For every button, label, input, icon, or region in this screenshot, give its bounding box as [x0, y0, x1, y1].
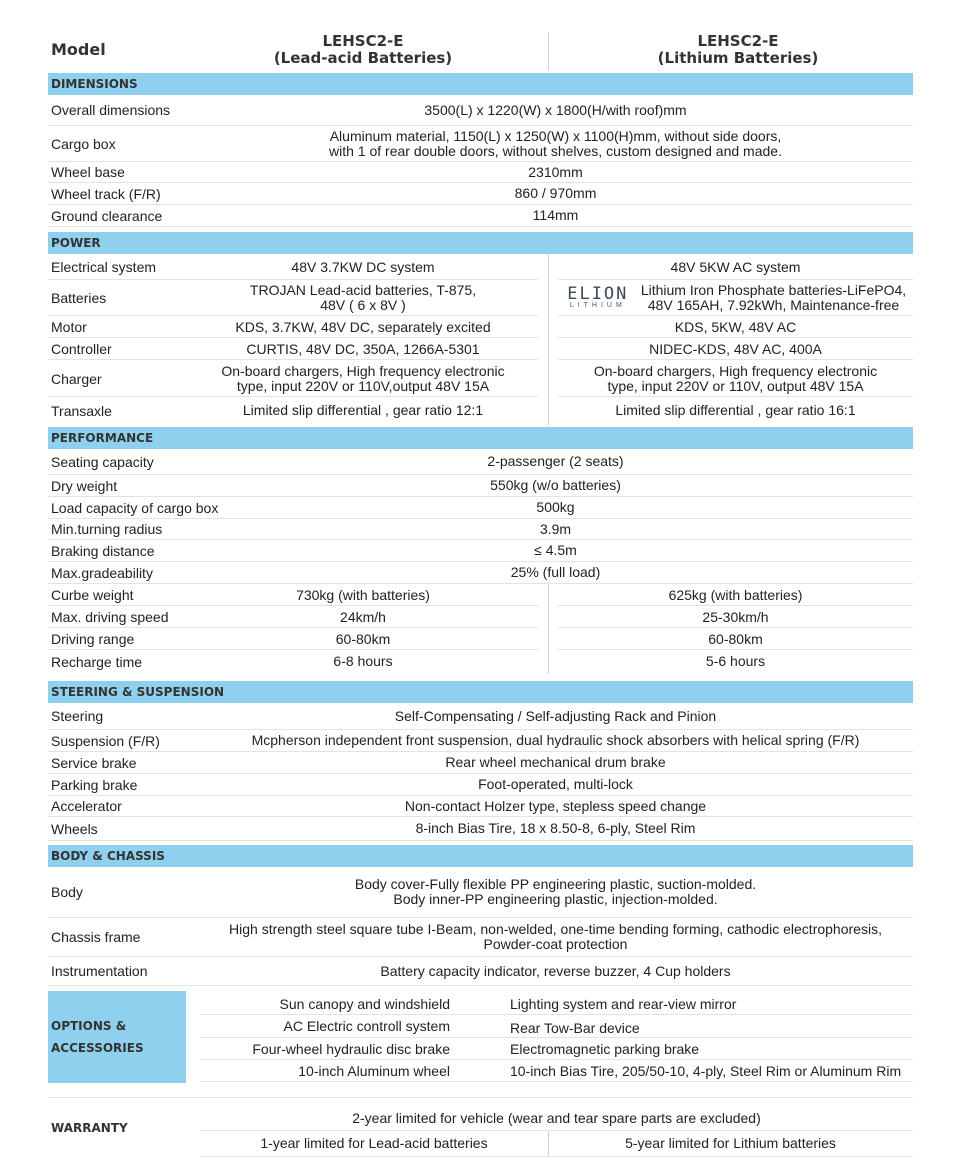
warranty-batteries — [200, 1131, 913, 1157]
spec-label: Ground clearance — [51, 207, 163, 224]
spec-label: Dry weight — [51, 477, 118, 494]
spec-label: Wheel base — [51, 164, 125, 180]
option-item: Electromagnetic parking brake — [510, 1041, 700, 1057]
spec-value-line: type, input 220V or 110V,output 48V 15A — [236, 377, 490, 394]
spec-row-steering — [48, 703, 913, 730]
spec-value: Mcpherson independent front suspension, dual hydraulic shock absorbers with helical spring (F/R) — [251, 732, 860, 748]
spec-value: 860 / 970mm — [514, 185, 597, 201]
options-title-line: OPTIONS & — [51, 1019, 127, 1033]
spec-value: Foot-operated, multi-lock — [478, 776, 633, 792]
spec-label: Cargo box — [51, 135, 116, 152]
spec-value-lithium: 5-6 hours — [705, 653, 766, 669]
spec-row-chassis-frame — [48, 918, 913, 957]
spec-row-seating-capacity — [48, 449, 913, 475]
spec-label: Instrumentation — [51, 963, 148, 979]
spec-value: 3500(L) x 1220(W) x 1800(H/with roof)mm — [424, 101, 687, 118]
option-item: 10-inch Aluminum wheel — [298, 1063, 450, 1079]
spec-row-wheel-track — [48, 183, 913, 205]
spec-value-line: On-board chargers, High frequency electronic — [593, 362, 878, 379]
spec-value-line: Body cover-Fully flexible PP engineering plastic, suction-molded. — [354, 876, 757, 892]
elion-battery-info — [565, 283, 906, 313]
spec-value-lithium: 60-80km — [708, 630, 763, 647]
spec-value-lithium: Limited slip differential , gear ratio 16:1 — [615, 402, 856, 418]
option-item: AC Electric controll system — [283, 1018, 450, 1034]
spec-value: 550kg (w/o batteries) — [490, 477, 621, 493]
option-item: Rear Tow-Bar device — [510, 1020, 640, 1036]
spec-row-body — [48, 867, 913, 918]
spec-value: 25% (full load) — [510, 564, 601, 580]
spec-value: 114mm — [532, 207, 579, 223]
column-divider — [548, 628, 549, 651]
spec-label: Steering — [51, 708, 104, 724]
spec-value-line: 48V ( 6 x 8V ) — [320, 297, 406, 313]
spec-value: ≤ 4.5m — [534, 542, 577, 558]
spec-label: Overall dimensions — [51, 102, 171, 118]
spec-row-batteries — [48, 280, 913, 316]
spec-value-lead-acid: Limited slip differential , gear ratio 12:1 — [242, 402, 484, 418]
spec-row-driving-range — [48, 628, 913, 650]
spec-row-ground-clearance — [48, 205, 913, 227]
spec-label: Body — [51, 884, 83, 900]
model-lithium-subtitle: (Lithium Batteries) — [657, 49, 819, 67]
spec-row-dry-weight — [48, 475, 913, 497]
spec-label: Load capacity of cargo box — [51, 499, 219, 516]
column-divider — [548, 397, 549, 425]
options-title — [48, 991, 186, 1083]
column-divider — [548, 280, 549, 317]
spec-row-braking-distance — [48, 540, 913, 562]
column-divider — [548, 254, 549, 281]
spec-row-recharge-time — [48, 650, 913, 673]
section-performance: PERFORMANCE — [48, 427, 913, 449]
spec-row-motor — [48, 316, 913, 338]
spec-header — [48, 0, 913, 72]
elion-logo — [565, 286, 631, 310]
column-divider — [548, 338, 549, 361]
option-row — [200, 1015, 913, 1038]
spec-value: 3.9m — [539, 520, 572, 537]
model-lead-acid-subtitle: (Lead-acid Batteries) — [273, 49, 453, 67]
spec-value: Rear wheel mechanical drum brake — [445, 754, 666, 770]
spec-value-lithium: KDS, 5KW, 48V AC — [674, 318, 797, 335]
elion-logo-subtext: LITHIUM — [569, 302, 626, 309]
warranty — [48, 1097, 913, 1160]
spec-label: Charger — [51, 370, 102, 387]
spec-sheet — [48, 0, 913, 1160]
spec-row-controller — [48, 338, 913, 360]
spec-value-line: Body inner-PP engineering plastic, injection-molded. — [393, 891, 718, 907]
options-accessories — [48, 991, 913, 1083]
spec-value — [198, 126, 913, 161]
spec-row-max-speed — [48, 606, 913, 628]
spec-row-electrical-system — [48, 254, 913, 280]
spec-label: Controller — [51, 341, 112, 357]
spec-label: Batteries — [51, 290, 107, 306]
spec-value-lithium: 25-30km/h — [702, 608, 769, 625]
spec-value: Non-contact Holzer type, stepless speed change — [404, 797, 707, 814]
spec-label: Suspension (F/R) — [51, 732, 160, 749]
option-item: Lighting system and rear-view mirror — [510, 996, 737, 1012]
spec-row-turning-radius — [48, 519, 913, 540]
spec-label: Wheels — [51, 820, 98, 837]
spec-row-parking-brake — [48, 774, 913, 796]
spec-row-wheels — [48, 817, 913, 841]
spec-value-line: Powder-coat protection — [483, 936, 628, 952]
spec-value — [198, 867, 913, 917]
spec-value — [198, 918, 913, 956]
spec-label: Service brake — [51, 754, 137, 771]
spec-label: Accelerator — [51, 798, 122, 814]
section-steering-suspension: STEERING & SUSPENSION — [48, 681, 913, 703]
spec-value-lead-acid: 60-80km — [335, 630, 391, 647]
column-divider — [548, 360, 549, 398]
spec-row-accelerator — [48, 796, 913, 817]
spec-row-load-capacity — [48, 497, 913, 519]
model-lead-acid-name: LEHSC2-E — [322, 32, 404, 50]
section-dimensions: DIMENSIONS — [48, 73, 913, 95]
spec-row-instrumentation — [48, 957, 913, 986]
spec-value-lead-acid: CURTIS, 48V DC, 350A, 1266A-5301 — [246, 340, 480, 357]
spec-value: 2310mm — [528, 163, 583, 180]
spec-value-lithium: NIDEC-KDS, 48V AC, 400A — [649, 340, 822, 357]
spec-label: Wheel track (F/R) — [51, 185, 161, 202]
column-divider — [548, 650, 549, 674]
spec-label: Max. driving speed — [51, 609, 169, 625]
section-body-chassis: BODY & CHASSIS — [48, 845, 913, 867]
elion-logo-wordmark — [565, 286, 631, 302]
spec-value-line: with 1 of rear double doors, without shelves, custom designed and made. — [329, 142, 782, 159]
spec-row-suspension — [48, 730, 913, 752]
spec-row-wheel-base — [48, 162, 913, 183]
spec-value-line: High strength steel square tube I-Beam, non-welded, one-time bending forming, cathodic electrophoresis, — [229, 921, 882, 937]
column-divider — [548, 316, 549, 339]
spec-label: Max.gradeability — [51, 564, 153, 581]
warranty-vehicle: 2-year limited for vehicle (wear and tear spare parts are excluded) — [200, 1106, 913, 1131]
spec-value-lithium — [558, 360, 913, 397]
spec-value-lead-acid: 6-8 hours — [333, 653, 393, 669]
spec-label: Seating capacity — [51, 453, 154, 470]
spec-row-service-brake — [48, 752, 913, 774]
option-row — [200, 1060, 913, 1082]
spec-row-transaxle — [48, 397, 913, 424]
spec-value-lead-acid: 24km/h — [340, 608, 386, 625]
spec-label: Motor — [51, 319, 87, 335]
spec-value-line: On-board chargers, High frequency electronic — [221, 362, 505, 379]
column-divider — [548, 584, 549, 607]
spec-label: Braking distance — [51, 542, 155, 559]
spec-value-lead-acid: 48V 3.7KW DC system — [291, 258, 435, 275]
warranty-title: WARRANTY — [51, 1121, 128, 1135]
option-item: Four-wheel hydraulic disc brake — [252, 1041, 450, 1057]
model-label: Model — [51, 40, 106, 59]
model-lead-acid-heading — [258, 33, 468, 67]
spec-value-lead-acid — [198, 360, 528, 397]
spec-label: Driving range — [51, 631, 135, 647]
model-lithium-name: LEHSC2-E — [697, 32, 779, 50]
spec-value: 500kg — [536, 499, 575, 515]
header-divider — [548, 32, 549, 70]
option-row — [200, 993, 913, 1015]
spec-label: Chassis frame — [51, 929, 141, 945]
spec-label: Min.turning radius — [51, 521, 163, 537]
spec-value: 2-passenger (2 seats) — [487, 453, 624, 469]
spec-value: 8-inch Bias Tire, 18 x 8.50-8, 6-ply, Steel Rim — [415, 820, 696, 836]
spec-label: Curbe weight — [51, 587, 134, 603]
spec-value-line: Lithium Iron Phosphate batteries-LiFePO4, — [640, 282, 907, 298]
spec-value-line: Aluminum material, 1150(L) x 1250(W) x 1100(H)mm, without side doors, — [329, 127, 782, 144]
spec-value-line: TROJAN Lead-acid batteries, T-875, — [249, 282, 477, 298]
spec-value-line: type, input 220V or 110V, output 48V 15A — [607, 377, 864, 394]
spec-row-cargo-box — [48, 126, 913, 162]
spec-row-gradeability — [48, 562, 913, 584]
spec-label: Transaxle — [51, 402, 112, 419]
column-divider — [548, 606, 549, 629]
spec-value: Battery capacity indicator, reverse buzzer, 4 Cup holders — [380, 962, 731, 979]
option-item: 10-inch Bias Tire, 205/50-10, 4-ply, Steel Rim or Aluminum Rim — [510, 1063, 902, 1079]
option-item: Sun canopy and windshield — [279, 996, 450, 1012]
spec-row-overall-dimensions — [48, 95, 913, 126]
spec-label: Parking brake — [51, 776, 138, 793]
spec-value-lead-acid — [198, 280, 528, 316]
spec-value-lithium — [558, 280, 913, 316]
spec-row-curbe-weight — [48, 584, 913, 606]
spec-value-lead-acid: KDS, 3.7KW, 48V DC, separately excited — [235, 318, 491, 335]
spec-value-line: 48V 165AH, 7.92kWh, Maintenance-free — [647, 297, 900, 313]
option-row — [200, 1038, 913, 1060]
section-power: POWER — [48, 232, 913, 254]
elion-logo-text: ELION — [567, 284, 629, 304]
warranty-lithium: 5-year limited for Lithium batteries — [625, 1135, 836, 1151]
spec-label: Recharge time — [51, 653, 143, 670]
warranty-lead-acid: 1-year limited for Lead-acid batteries — [260, 1135, 488, 1151]
spec-value: Self-Compensating / Self-adjusting Rack and Pinion — [394, 707, 717, 724]
spec-row-charger — [48, 360, 913, 397]
options-title-line: ACCESSORIES — [51, 1041, 144, 1055]
spec-value-lithium: 625kg (with batteries) — [668, 586, 803, 603]
spec-label: Electrical system — [51, 259, 157, 275]
spec-value-lead-acid: 730kg (with batteries) — [296, 586, 430, 603]
model-lithium-heading — [633, 33, 843, 67]
spec-value-lithium: 48V 5KW AC system — [670, 258, 801, 275]
